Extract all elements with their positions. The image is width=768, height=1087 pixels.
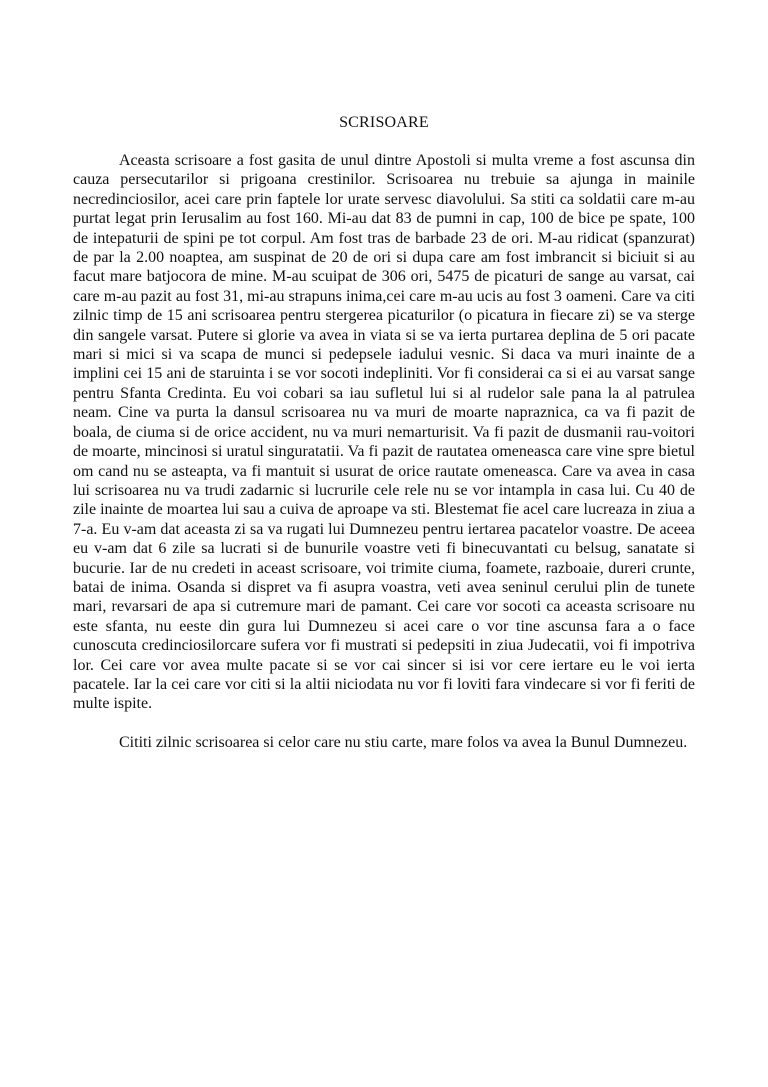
body-paragraph-2: Cititi zilnic scrisoarea si celor care nu stiu carte, mare folos va avea la Bunul Dumnezeu.	[119, 733, 688, 751]
document-title: SCRISOARE	[339, 114, 429, 131]
document-body	[73, 151, 695, 752]
body-paragraph-1: Aceasta scrisoare a fost gasita de unul dintre Apostoli si multa vreme a fost ascunsa din cauza persecutarilor si prigoana crestinilor. Scrisoarea nu trebuie sa ajunga in mainile necredinciosilor, acei care prin faptele lor urate servesc diavolului. Sa stiti ca soldatii care m-au purtat legat prin Ierusalim au fost 160. Mi-au dat 83 de pumni in cap, 100 de bice pe spate, 100 de intepaturii de spini pe tot corpul. Am fost tras de barbade 23 de ori. M-au ridicat (spanzurat) de par la 2.00 noaptea, am suspinat de 20 de ori si dupa care am fost imbrancit si biciuit si au facut mare batjocora de mine. M-au scuipat de 306 ori, 5475 de picaturi de sange au varsat, cai care m-au pazit au fost 31, mi-au strapuns inima,cei care m-au ucis au fost 3 oameni. Care va citi zilnic timp de 15 ani scrisoarea pentru stergerea picaturilor (o picatura in fiecare zi) se va sterge din sangele varsat. Putere si glorie va avea in viata si se va ierta purtarea deplina de 5 ori pacate mari si mici si va scapa de munci si pedepsele iadului vesnic. Si daca va muri inainte de a implini cei 15 ani de staruinta i se vor socoti indepliniti. Vor fi considerai ca si ei au varsat sange pentru Sfanta Credinta. Eu voi cobari sa iau sufletul lui si al rudelor sale pana la al patrulea neam. Cine va purta la dansul scrisoarea nu va muri de moarte napraznica, ca va fi pazit de boala, de ciuma si de orice accident, nu va muri nemarturisit. Va fi pazit de dusmanii rau-voitori de moarte, mincinosi si uratul singuratatii. Va fi pazit de rautatea omeneasca care vine spre bietul om cand nu se asteapta, va fi mantuit si usurat de orice rautate omeneasca. Care va avea in casa lui scrisoarea nu va trudi zadarnic si lucrurile cele rele nu se vor intampla in casa lui. Cu 40 de zile inainte de moartea lui sau a cuiva de aproape va sti. Blestemat fie acel care lucreaza in ziua a 7-a. Eu v-am dat aceasta zi sa va rugati lui Dumnezeu pentru iertarea pacatelor voastre. De aceea eu v-am dat 6 zile sa lucrati si de bunurile voastre veti fi binecuvantati cu belsug, sanatate si bucurie. Iar de nu credeti in aceast scrisoare, voi trimite ciuma, foamete, razboaie, dureri crunte, batai de inima. Osanda si dispret va fi asupra voastra, veti avea seninul cerului plin de tunete mari, revarsari de apa si cutremure mari de pamant. Cei care vor socoti ca aceasta scrisoare nu este sfanta, nu eeste din gura lui Dumnezeu si acei care o vor tine ascunsa fara a o face cunoscuta credinciosilorcare sufera vor fi mustrati si pedepsiti in ziua Judecatii, voi fi impotriva lor. Cei care vor avea multe pacate si se vor cai sincer si isi vor cere iertare eu le voi ierta pacatele. Iar la cei care vor citi si la altii niciodata nu vor fi loviti fara vindecare si vor fi feriti de multe ispite.	[73, 152, 695, 713]
